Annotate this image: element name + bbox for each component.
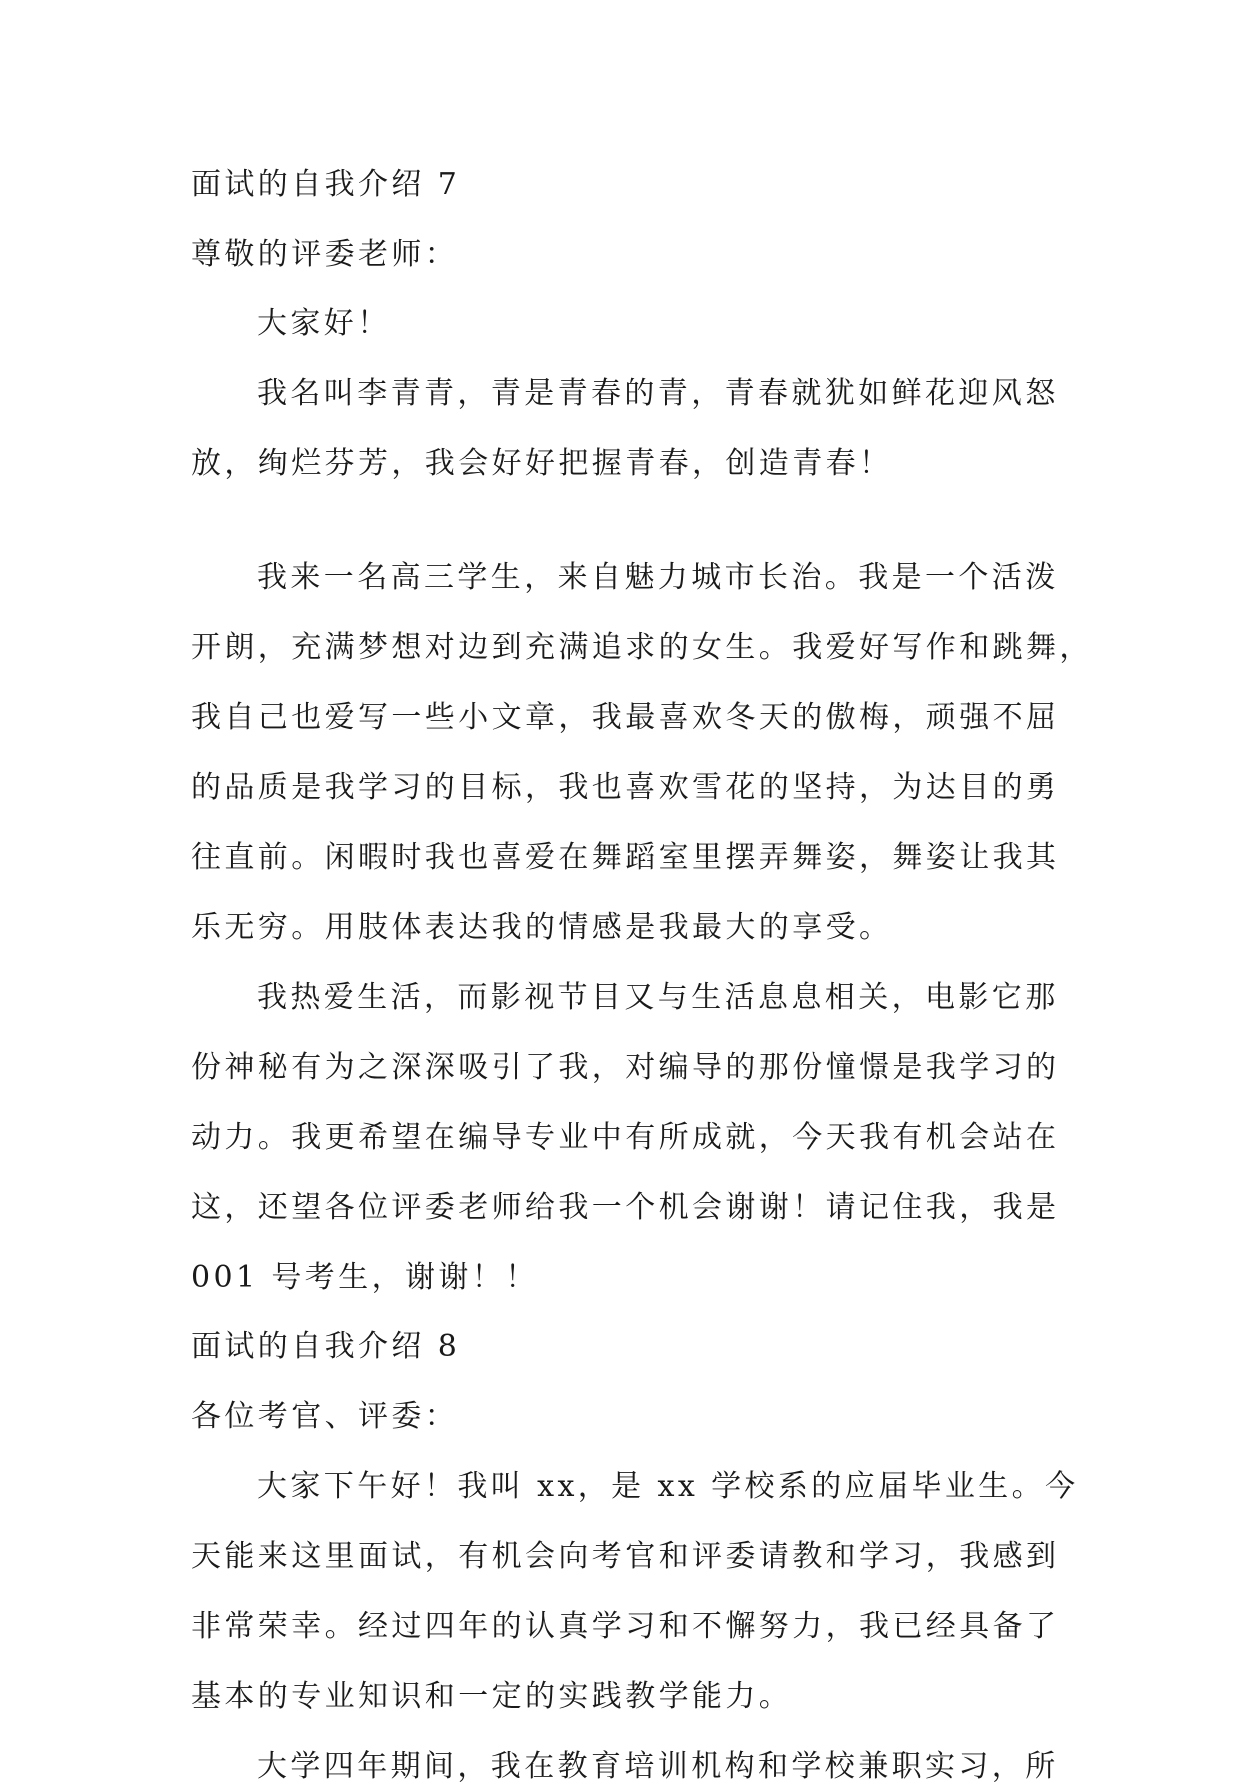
paragraph-line: 非常荣幸。经过四年的认真学习和不懈努力，我已经具备了: [191, 1609, 1060, 1644]
paragraph-line: 天能来这里面试，有机会向考官和评委请教和学习，我感到: [191, 1539, 1060, 1574]
paragraph-line: 放，绚烂芬芳，我会好好把握青春，创造青春！: [191, 446, 893, 481]
paragraph-line: 大学四年期间，我在教育培训机构和学校兼职实习，所: [257, 1749, 1059, 1784]
paragraph-line: 开朗，充满梦想对边到充满追求的女生。我爱好写作和跳舞，: [191, 630, 1093, 665]
paragraph-line: 的品质是我学习的目标，我也喜欢雪花的坚持，为达目的勇: [191, 770, 1060, 805]
section-heading-7: 面试的自我介绍 7: [191, 167, 461, 202]
paragraph-line: 乐无穷。用肢体表达我的情感是我最大的享受。: [191, 910, 893, 945]
paragraph-line: 我热爱生活，而影视节目又与生活息息相关，电影它那: [257, 980, 1059, 1015]
salutation-7: 尊敬的评委老师：: [191, 237, 459, 272]
salutation-8: 各位考官、评委：: [191, 1399, 459, 1434]
paragraph-line: 我名叫李青青，青是青春的青，青春就犹如鲜花迎风怒: [257, 376, 1059, 411]
paragraph-line: 大家下午好！我叫 xx，是 xx 学校系的应届毕业生。今: [257, 1469, 1079, 1504]
paragraph-line: 我来一名高三学生，来自魅力城市长治。我是一个活泼: [257, 560, 1059, 595]
paragraph-line: 001 号考生，谢谢！！: [191, 1260, 539, 1295]
section-heading-8: 面试的自我介绍 8: [191, 1329, 461, 1364]
paragraph-line: 这，还望各位评委老师给我一个机会谢谢！请记住我，我是: [191, 1190, 1060, 1225]
paragraph-line: 份神秘有为之深深吸引了我，对编导的那份憧憬是我学习的: [191, 1050, 1060, 1085]
paragraph-line: 我自己也爱写一些小文章，我最喜欢冬天的傲梅，顽强不屈: [191, 700, 1060, 735]
paragraph-line: 动力。我更希望在编导专业中有所成就，今天我有机会站在: [191, 1120, 1060, 1155]
paragraph-line: 基本的专业知识和一定的实践教学能力。: [191, 1679, 793, 1714]
paragraph-line: 往直前。闲暇时我也喜爱在舞蹈室里摆弄舞姿，舞姿让我其: [191, 840, 1060, 875]
greeting-7: 大家好！: [257, 306, 391, 341]
